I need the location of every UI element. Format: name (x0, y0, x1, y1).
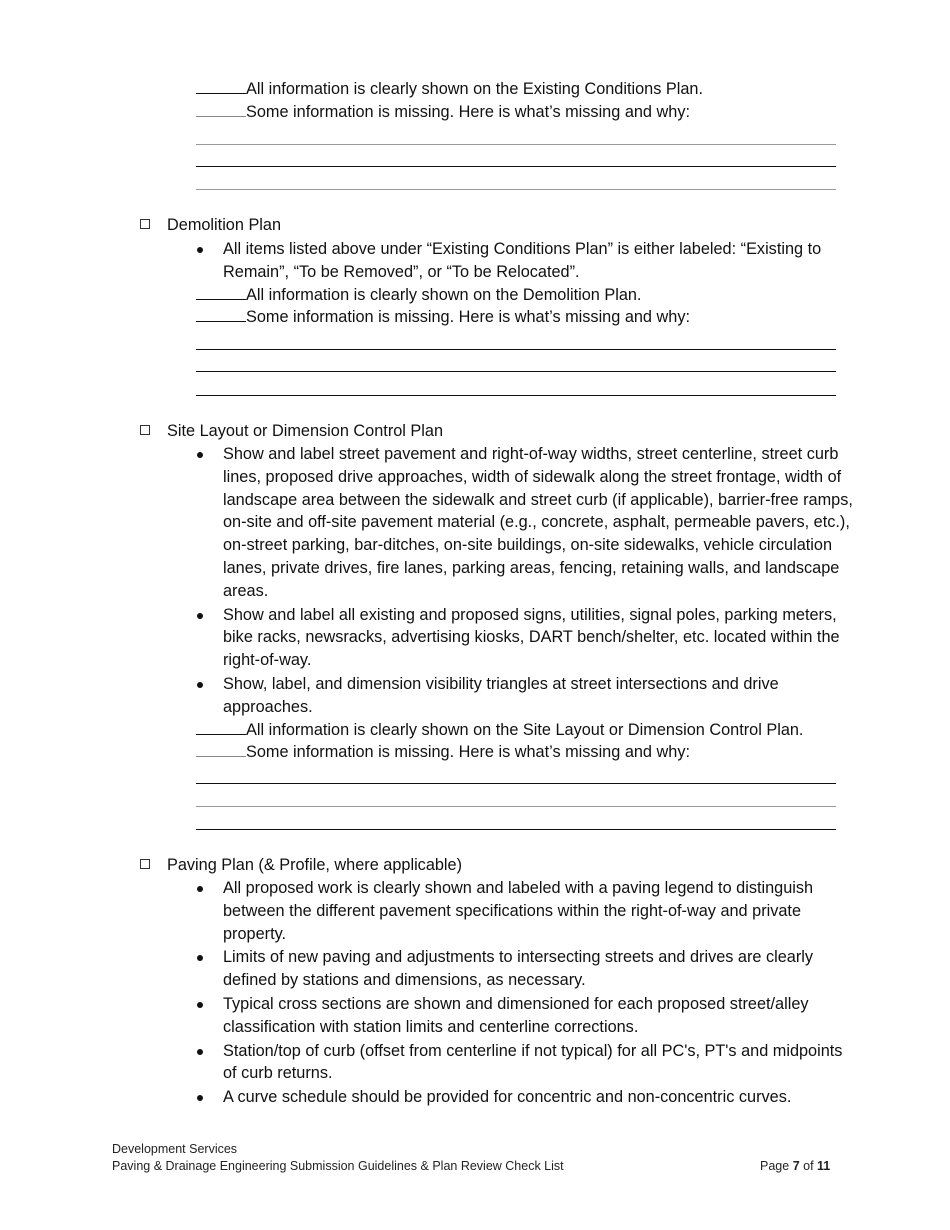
existing-conditions-missing-line: Some information is missing. Here is what’s missing and why: (196, 101, 690, 124)
list-item: All items listed above under “Existing Conditions Plan” is either labeled: “Existing to Remain”, “To be Removed”, or “To be Relocated”. (197, 238, 857, 284)
site-layout-missing-line: Some information is missing. Here is what’s missing and why: (196, 741, 690, 764)
site-layout-complete-line: All information is clearly shown on the Site Layout or Dimension Control Plan. (196, 719, 803, 742)
answer-line[interactable] (196, 349, 836, 350)
list-item: Show and label all existing and proposed signs, utilities, signal poles, parking meters, bike racks, newsracks, advertising kiosks, DART bench/shelter, etc. located within the right-of-way. (197, 604, 857, 672)
checkbox-icon[interactable] (140, 425, 150, 435)
list-item: Show and label street pavement and right-of-way widths, street centerline, street curb lines, proposed drive approaches, width of sidewalk along the street frontage, width of landscape area between the sidewalk and street curb (if applicable), barrier-free ramps, on-site and off-site pavement material (e.g., concrete, asphalt, permeable pavers, etc.), on-street parking, bar-ditches, on-site buildings, on-site sidewalks, vehicle circulation lanes, private drives, fire lanes, parking areas, fencing, retaining walls, and landscape areas. (197, 443, 857, 603)
answer-line[interactable] (196, 395, 836, 396)
paving-bullet-list (197, 877, 857, 1109)
checkoff-blank[interactable] (196, 284, 246, 300)
checkbox-icon[interactable] (140, 859, 150, 869)
site-layout-bullet-list (197, 443, 857, 719)
checkoff-blank[interactable] (196, 741, 246, 757)
existing-conditions-complete-line: All information is clearly shown on the Existing Conditions Plan. (196, 78, 703, 101)
checkoff-blank[interactable] (196, 101, 246, 117)
checkoff-blank[interactable] (196, 306, 246, 322)
bullet-icon (197, 1002, 203, 1008)
answer-line[interactable] (196, 189, 836, 190)
section-site-layout-plan: Site Layout or Dimension Control Plan (140, 420, 443, 443)
list-item: Typical cross sections are shown and dimensioned for each proposed street/alley classification with station limits and centerline corrections. (197, 993, 857, 1039)
answer-line[interactable] (196, 144, 836, 145)
section-demolition-plan: Demolition Plan (140, 214, 281, 237)
list-item: Show, label, and dimension visibility triangles at street intersections and drive approaches. (197, 673, 857, 719)
list-item: A curve schedule should be provided for concentric and non-concentric curves. (197, 1086, 857, 1109)
demolition-complete-line: All information is clearly shown on the Demolition Plan. (196, 284, 641, 307)
demolition-bullet-list (197, 238, 857, 284)
answer-line[interactable] (196, 783, 836, 784)
list-item: All proposed work is clearly shown and labeled with a paving legend to distinguish between the different pavement specifications within the right-of-way and private property. (197, 877, 857, 945)
checkoff-blank[interactable] (196, 78, 246, 94)
checkbox-icon[interactable] (140, 219, 150, 229)
page-number: Page 7 of 11 (760, 1159, 831, 1173)
section-paving-plan: Paving Plan (& Profile, where applicable) (140, 854, 462, 877)
bullet-icon (197, 613, 203, 619)
footer-organization: Development Services (112, 1142, 238, 1156)
bullet-icon (197, 247, 203, 253)
bullet-icon (197, 682, 203, 688)
answer-line[interactable] (196, 806, 836, 807)
answer-line[interactable] (196, 166, 836, 167)
bullet-icon (197, 886, 203, 892)
footer-document-title: Paving & Drainage Engineering Submission Guidelines & Plan Review Check List (112, 1159, 564, 1173)
list-item: Limits of new paving and adjustments to intersecting streets and drives are clearly defined by stations and dimensions, as necessary. (197, 946, 857, 992)
answer-line[interactable] (196, 371, 836, 372)
checkoff-blank[interactable] (196, 719, 246, 735)
bullet-icon (197, 1049, 203, 1055)
bullet-icon (197, 452, 203, 458)
bullet-icon (197, 955, 203, 961)
list-item: Station/top of curb (offset from centerline if not typical) for all PC's, PT's and midpoints of curb returns. (197, 1040, 857, 1086)
demolition-missing-line: Some information is missing. Here is what’s missing and why: (196, 306, 690, 329)
bullet-icon (197, 1095, 203, 1101)
answer-line[interactable] (196, 829, 836, 830)
